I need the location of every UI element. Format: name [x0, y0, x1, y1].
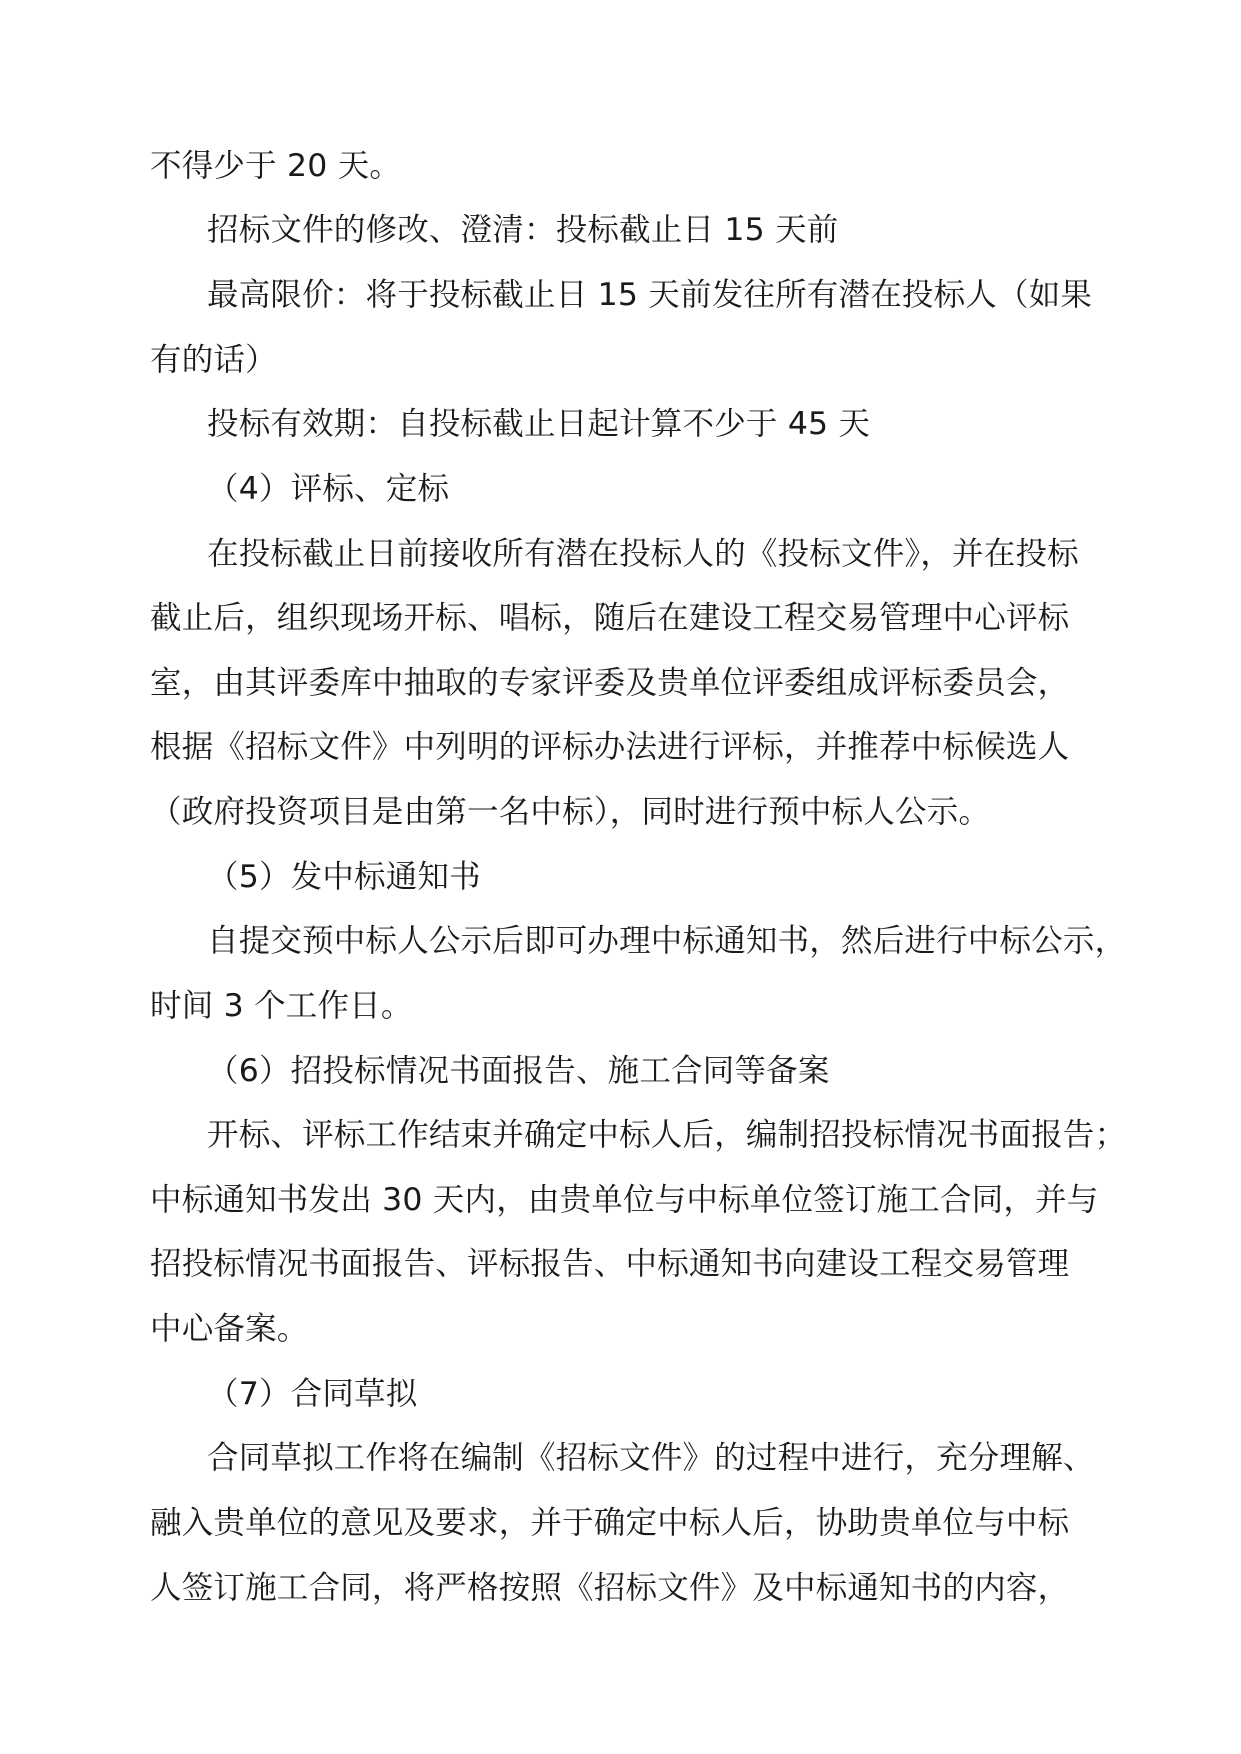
section-heading: （7）合同草拟	[207, 1376, 418, 1412]
paragraph-line: 室，由其评委库中抽取的专家评委及贵单位评委组成评标委员会，	[150, 665, 1070, 701]
paragraph-line: 最高限价：将于投标截止日 15 天前发往所有潜在投标人（如果	[207, 277, 1093, 313]
paragraph-line: 不得少于 20 天。	[150, 148, 402, 184]
paragraph-line: 招投标情况书面报告、评标报告、中标通知书向建设工程交易管理	[150, 1246, 1070, 1282]
paragraph-line: 有的话）	[150, 342, 277, 378]
paragraph-line: 融入贵单位的意见及要求，并于确定中标人后，协助贵单位与中标	[150, 1505, 1070, 1541]
paragraph-line: 投标有效期：自投标截止日起计算不少于 45 天	[207, 406, 871, 442]
paragraph-line: 中心备案。	[150, 1311, 309, 1347]
paragraph-line: 人签订施工合同，将严格按照《招标文件》及中标通知书的内容，	[150, 1570, 1070, 1606]
paragraph-line: 截止后，组织现场开标、唱标，随后在建设工程交易管理中心评标	[150, 600, 1070, 636]
paragraph-line: 开标、评标工作结束并确定中标人后，编制招投标情况书面报告；	[207, 1117, 1127, 1153]
section-heading: （6）招投标情况书面报告、施工合同等备案	[207, 1053, 830, 1089]
paragraph-line: 合同草拟工作将在编制《招标文件》的过程中进行，充分理解、	[207, 1440, 1095, 1476]
paragraph-line: 招标文件的修改、澄清：投标截止日 15 天前	[207, 212, 839, 248]
section-heading: （5）发中标通知书	[207, 859, 481, 895]
paragraph-line: 自提交预中标人公示后即可办理中标通知书，然后进行中标公示，	[207, 923, 1127, 959]
paragraph-line: （政府投资项目是由第一名中标），同时进行预中标人公示。	[150, 794, 991, 830]
paragraph-line: 在投标截止日前接收所有潜在投标人的《投标文件》，并在投标	[207, 536, 1079, 572]
paragraph-line: 根据《招标文件》中列明的评标办法进行评标，并推荐中标候选人	[150, 729, 1070, 765]
paragraph-line: 中标通知书发出 30 天内，由贵单位与中标单位签订施工合同，并与	[150, 1182, 1099, 1218]
section-heading: （4）评标、定标	[207, 471, 450, 507]
paragraph-line: 时间 3 个工作日。	[150, 988, 413, 1024]
